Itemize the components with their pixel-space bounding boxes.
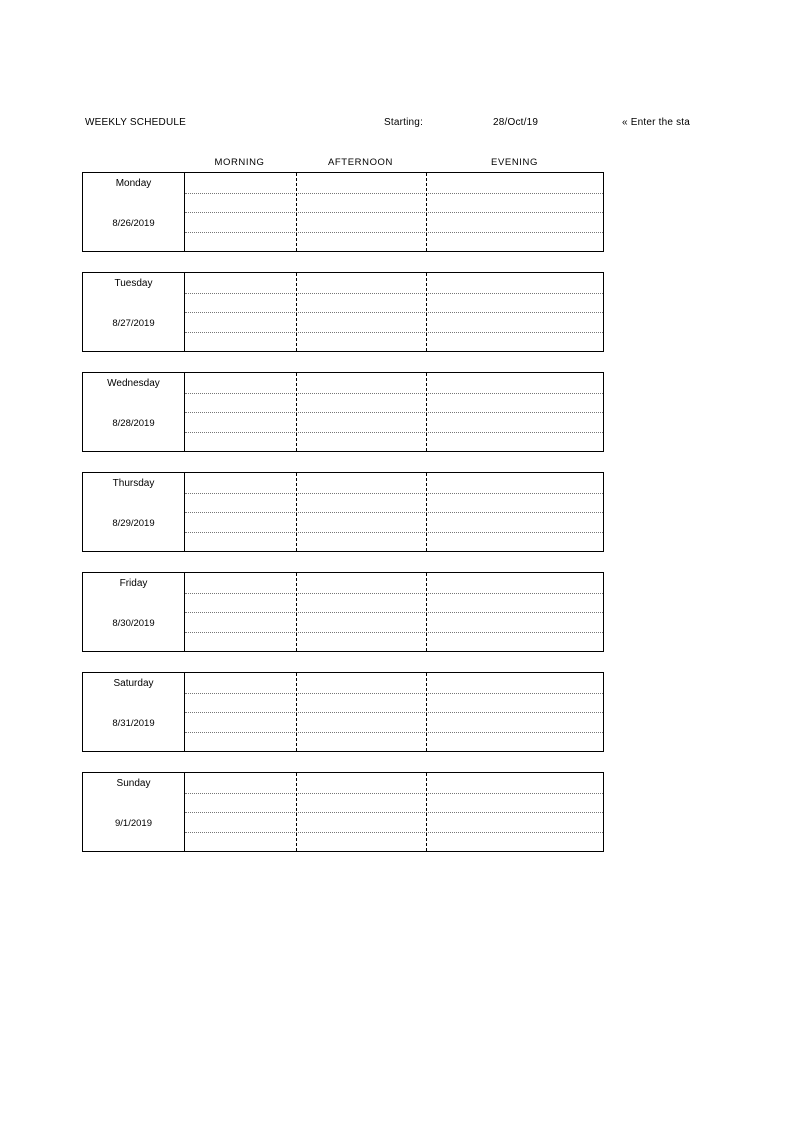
slot-evening-cell[interactable] (427, 293, 603, 312)
slot-afternoon-cell[interactable] (297, 312, 426, 331)
slot-evening-cell[interactable] (427, 812, 603, 831)
slot-evening-cell[interactable] (427, 573, 603, 592)
slot-evening-cell[interactable] (427, 673, 603, 692)
slot-morning-cell[interactable] (185, 573, 296, 592)
day-date: 8/27/2019 (112, 318, 155, 329)
slot-morning-cell[interactable] (185, 373, 296, 392)
slot-afternoon-cell[interactable] (297, 173, 426, 192)
slot-morning-cell[interactable] (185, 512, 296, 531)
slot-morning-cell[interactable] (185, 193, 296, 212)
time-slots (185, 773, 603, 851)
slot-afternoon-cell[interactable] (297, 293, 426, 312)
slot-morning-cell[interactable] (185, 312, 296, 331)
time-slots (185, 273, 603, 351)
slot-morning-cell[interactable] (185, 432, 296, 451)
slot-evening-cell[interactable] (427, 832, 603, 851)
slot-evening-cell[interactable] (427, 393, 603, 412)
slot-morning-cell[interactable] (185, 673, 296, 692)
time-slots (185, 373, 603, 451)
slot-afternoon-cell[interactable] (297, 712, 426, 731)
slot-afternoon-cell[interactable] (297, 573, 426, 592)
slot-morning-cell[interactable] (185, 273, 296, 292)
slot-morning-cell[interactable] (185, 393, 296, 412)
slot-morning-cell[interactable] (185, 693, 296, 712)
slot-evening-cell[interactable] (427, 473, 603, 492)
starting-date-hint: « Enter the sta (622, 117, 691, 128)
day-block-monday (82, 172, 604, 252)
time-slots (185, 673, 603, 751)
slot-morning-cell[interactable] (185, 593, 296, 612)
slot-evening-cell[interactable] (427, 212, 603, 231)
slot-afternoon-cell[interactable] (297, 432, 426, 451)
slot-afternoon-cell[interactable] (297, 632, 426, 651)
time-slots (185, 573, 603, 651)
slot-morning-cell[interactable] (185, 773, 296, 792)
slot-evening-cell[interactable] (427, 612, 603, 631)
day-block-thursday (82, 472, 604, 552)
slot-morning-cell[interactable] (185, 612, 296, 631)
slot-afternoon-cell[interactable] (297, 373, 426, 392)
slot-evening-cell[interactable] (427, 173, 603, 192)
slot-morning-cell[interactable] (185, 712, 296, 731)
day-name: Tuesday (114, 278, 153, 289)
slot-morning-cell[interactable] (185, 293, 296, 312)
day-name: Saturday (113, 678, 154, 689)
day-block-friday (82, 572, 604, 652)
slot-afternoon-cell[interactable] (297, 812, 426, 831)
slot-morning-cell[interactable] (185, 173, 296, 192)
slot-evening-cell[interactable] (427, 512, 603, 531)
slot-evening-cell[interactable] (427, 312, 603, 331)
slot-morning-cell[interactable] (185, 212, 296, 231)
starting-date-cell[interactable]: 28/Oct/19 (493, 117, 539, 128)
slot-evening-cell[interactable] (427, 432, 603, 451)
day-name: Friday (119, 578, 148, 589)
day-label-cell (83, 473, 185, 551)
slot-morning-cell[interactable] (185, 812, 296, 831)
day-label-cell (83, 373, 185, 451)
day-date: 8/26/2019 (112, 218, 155, 229)
slot-afternoon-cell[interactable] (297, 212, 426, 231)
page-title: WEEKLY SCHEDULE (85, 117, 186, 128)
slot-morning-cell[interactable] (185, 493, 296, 512)
slot-afternoon-cell[interactable] (297, 732, 426, 751)
slot-morning-cell[interactable] (185, 232, 296, 251)
day-date: 8/31/2019 (112, 718, 155, 729)
slot-evening-cell[interactable] (427, 632, 603, 651)
slot-afternoon-cell[interactable] (297, 612, 426, 631)
day-date: 8/28/2019 (112, 418, 155, 429)
slot-morning-cell[interactable] (185, 412, 296, 431)
slot-evening-cell[interactable] (427, 193, 603, 212)
slot-afternoon-cell[interactable] (297, 512, 426, 531)
slot-afternoon-cell[interactable] (297, 232, 426, 251)
slot-evening-cell[interactable] (427, 793, 603, 812)
slot-afternoon-cell[interactable] (297, 412, 426, 431)
slot-evening-cell[interactable] (427, 693, 603, 712)
slot-morning-cell[interactable] (185, 632, 296, 651)
slot-morning-cell[interactable] (185, 532, 296, 551)
day-label-cell (83, 573, 185, 651)
day-label-cell (83, 673, 185, 751)
time-slots (185, 173, 603, 251)
slot-morning-cell[interactable] (185, 832, 296, 851)
slot-afternoon-cell[interactable] (297, 593, 426, 612)
starting-label: Starting: (384, 117, 424, 128)
day-block-sunday (82, 772, 604, 852)
slot-morning-cell[interactable] (185, 732, 296, 751)
slot-evening-cell[interactable] (427, 532, 603, 551)
time-slots (185, 473, 603, 551)
day-name: Thursday (112, 478, 155, 489)
day-name: Sunday (116, 778, 151, 789)
slot-afternoon-cell[interactable] (297, 532, 426, 551)
slot-evening-cell[interactable] (427, 273, 603, 292)
slot-evening-cell[interactable] (427, 373, 603, 392)
slot-morning-cell[interactable] (185, 473, 296, 492)
slot-evening-cell[interactable] (427, 493, 603, 512)
slot-evening-cell[interactable] (427, 712, 603, 731)
column-header-morning: MORNING (214, 157, 265, 168)
day-date: 8/29/2019 (112, 518, 155, 529)
slot-evening-cell[interactable] (427, 593, 603, 612)
slot-afternoon-cell[interactable] (297, 193, 426, 212)
slot-afternoon-cell[interactable] (297, 393, 426, 412)
day-label-cell (83, 273, 185, 351)
slot-afternoon-cell[interactable] (297, 832, 426, 851)
day-date: 9/1/2019 (115, 818, 152, 829)
slot-afternoon-cell[interactable] (297, 793, 426, 812)
slot-afternoon-cell[interactable] (297, 773, 426, 792)
slot-evening-cell[interactable] (427, 732, 603, 751)
slot-afternoon-cell[interactable] (297, 473, 426, 492)
day-date: 8/30/2019 (112, 618, 155, 629)
day-block-wednesday (82, 372, 604, 452)
slot-afternoon-cell[interactable] (297, 332, 426, 351)
slot-evening-cell[interactable] (427, 412, 603, 431)
slot-evening-cell[interactable] (427, 773, 603, 792)
day-name: Wednesday (107, 378, 160, 389)
day-block-saturday (82, 672, 604, 752)
slot-afternoon-cell[interactable] (297, 273, 426, 292)
slot-afternoon-cell[interactable] (297, 493, 426, 512)
day-name: Monday (115, 178, 152, 189)
slot-evening-cell[interactable] (427, 332, 603, 351)
slot-morning-cell[interactable] (185, 793, 296, 812)
slot-evening-cell[interactable] (427, 232, 603, 251)
slot-afternoon-cell[interactable] (297, 693, 426, 712)
day-label-cell (83, 173, 185, 251)
slot-morning-cell[interactable] (185, 332, 296, 351)
day-block-tuesday (82, 272, 604, 352)
day-label-cell (83, 773, 185, 851)
column-header-evening: EVENING (491, 157, 538, 168)
column-header-afternoon: AFTERNOON (327, 157, 394, 168)
slot-afternoon-cell[interactable] (297, 673, 426, 692)
